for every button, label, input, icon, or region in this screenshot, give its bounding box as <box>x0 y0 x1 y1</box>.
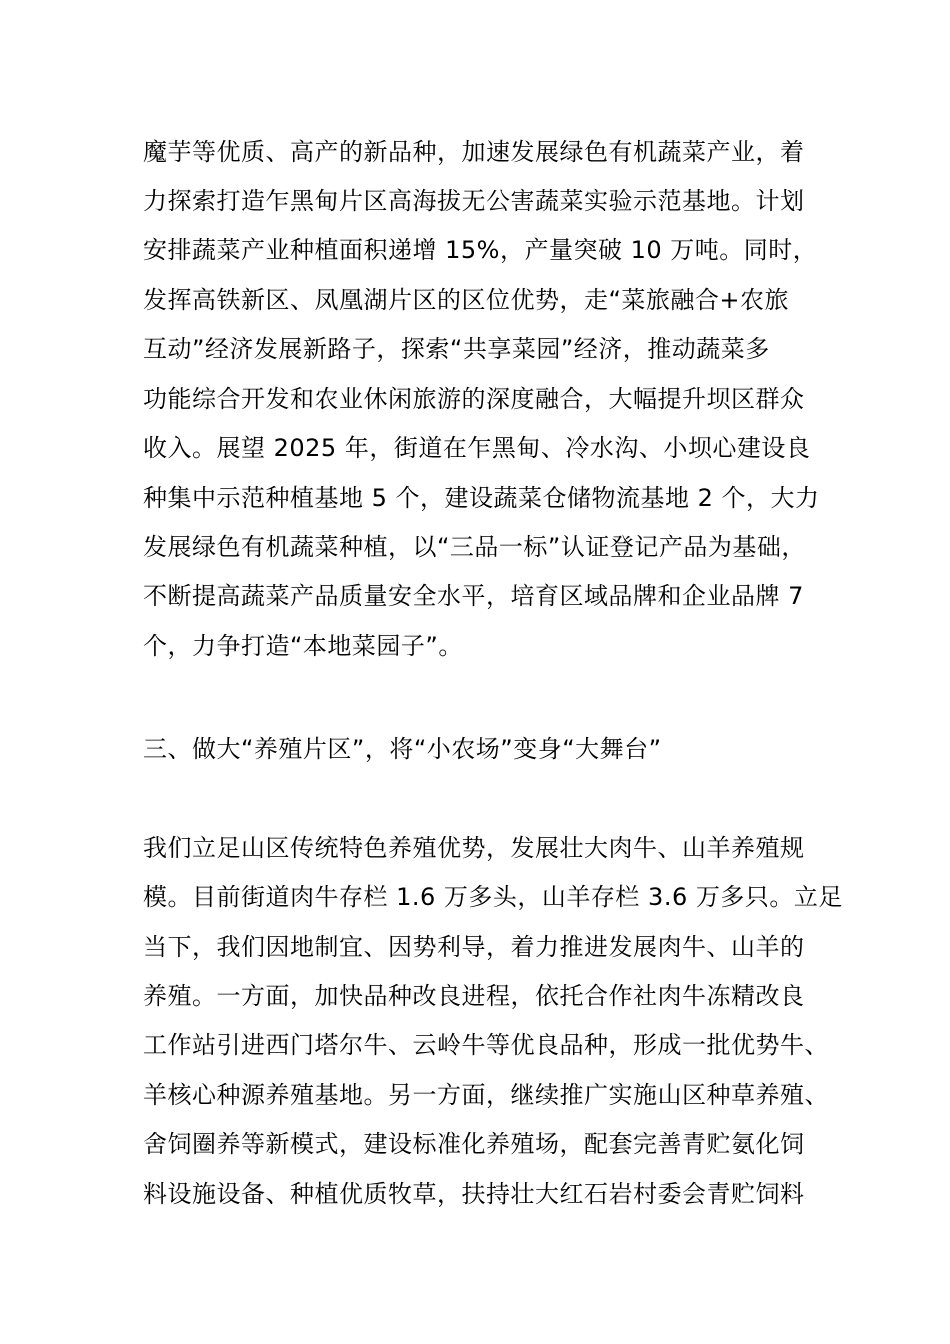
section-heading: 三、做大“养殖片区”，将“小农场”变身“大舞台” <box>143 735 662 763</box>
paragraph-line: 魔芋等优质、高产的新品种，加速发展绿色有机蔬菜产业，着 <box>143 138 805 166</box>
paragraph-line: 互动”经济发展新路子，探索“共享菜园”经济，推动蔬菜多 <box>143 335 770 363</box>
paragraph-line: 养殖。一方面，加快品种改良进程，依托合作社肉牛冻精改良 <box>143 982 805 1010</box>
paragraph-line: 发挥高铁新区、凤凰湖片区的区位优势，走“菜旅融合+农旅 <box>143 286 790 314</box>
paragraph-line: 种集中示范种植基地 5 个，建设蔬菜仓储物流基地 2 个，大力 <box>143 484 820 512</box>
paragraph-line: 舍饲圈养等新模式，建设标准化养殖场，配套完善青贮氨化饲 <box>143 1130 805 1158</box>
paragraph-line: 料设施设备、种植优质牧草，扶持壮大红石岩村委会青贮饲料 <box>143 1180 805 1208</box>
paragraph-line: 羊核心种源养殖基地。另一方面，继续推广实施山区种草养殖、 <box>143 1081 829 1109</box>
paragraph-line: 模。目前街道肉牛存栏 1.6 万多头，山羊存栏 3.6 万多只。立足 <box>143 883 843 911</box>
paragraph-line: 我们立足山区传统特色养殖优势，发展壮大肉牛、山羊养殖规 <box>143 834 805 862</box>
paragraph-line: 收入。展望 2025 年，街道在乍黑甸、冷水沟、小坝心建设良 <box>143 434 811 462</box>
paragraph-line: 不断提高蔬菜产品质量安全水平，培育区域品牌和企业品牌 7 <box>143 582 804 610</box>
paragraph-line: 力探索打造乍黑甸片区高海拔无公害蔬菜实验示范基地。计划 <box>143 187 805 215</box>
paragraph-line: 安排蔬菜产业种植面积递增 15%，产量突破 10 万吨。同时， <box>143 236 818 264</box>
paragraph-line: 功能综合开发和农业休闲旅游的深度融合，大幅提升坝区群众 <box>143 385 805 413</box>
paragraph-line: 个，力争打造“本地菜园子”。 <box>143 632 463 660</box>
paragraph-line: 发展绿色有机蔬菜种植，以“三品一标”认证登记产品为基础， <box>143 533 806 561</box>
paragraph-line: 当下，我们因地制宜、因势利导，着力推进发展肉牛、山羊的 <box>143 933 805 961</box>
paragraph-line: 工作站引进西门塔尔牛、云岭牛等优良品种，形成一批优势牛、 <box>143 1031 829 1059</box>
